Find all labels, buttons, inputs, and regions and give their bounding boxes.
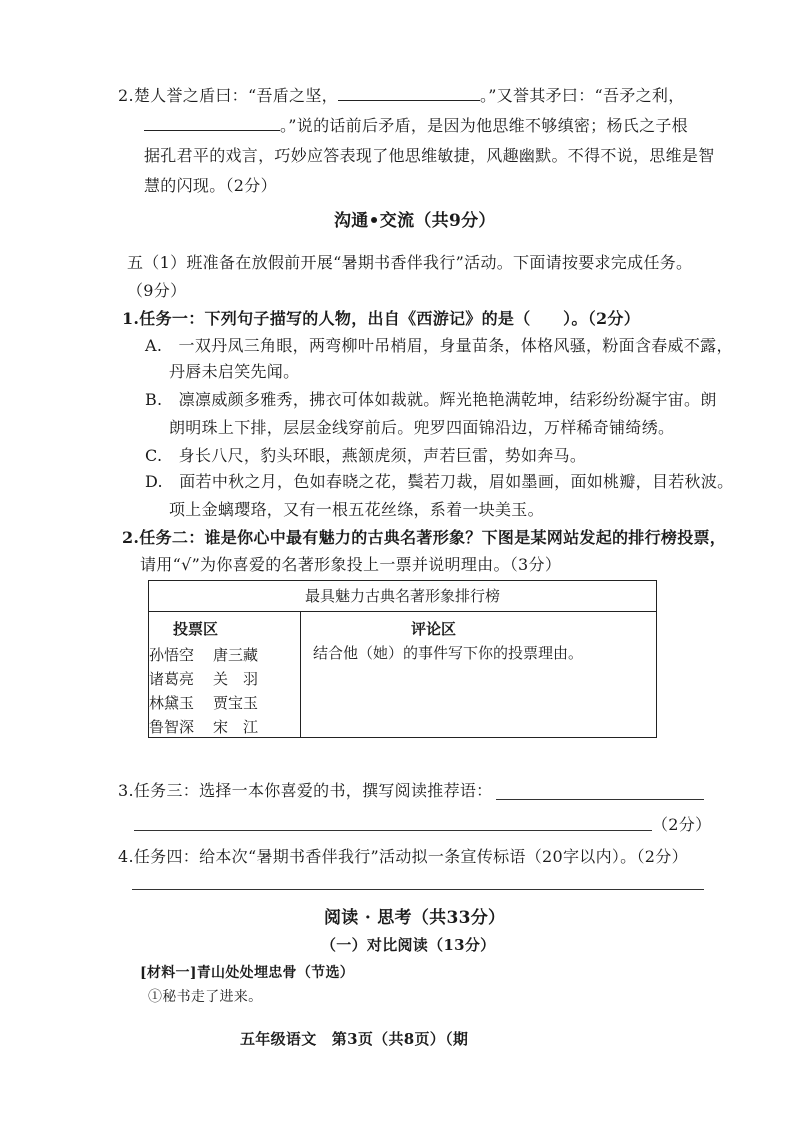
q2-line4: 慧的闪现。（2分） [144,176,277,195]
vote-row [149,644,258,665]
task1-option-b-line1[interactable]: B. 凛凛威颜多雅秀，拂衣可体如裁就。辉光艳艳满乾坤，结彩纷纷凝宇宙。朗 [145,390,717,409]
q2-line1 [118,86,685,106]
task3-answer-line-2[interactable] [134,830,652,831]
task2-line2: 请用“√”为你喜爱的名著形象投上一票并说明理由。（3分） [140,555,562,574]
vote-row [149,692,258,713]
vote-area [149,612,301,737]
comment-area[interactable] [301,612,656,737]
vote-area-header: 投票区 [173,620,219,638]
vote-candidate[interactable]: 宋 江 [213,718,259,736]
communicate-intro-line2: （9分） [127,281,187,300]
q2-line2-text: 。”说的话前后矛盾，是因为他思维不够缜密；杨氏之子根 [280,116,688,135]
q2-blank-2[interactable] [144,116,280,131]
comment-area-header: 评论区 [411,620,457,638]
q2-line1-end: 。”又誉其矛曰：“吾矛之利， [479,86,685,105]
task1-option-c[interactable]: C. 身长八尺，豹头环眼，燕颔虎须，声若巨雷，势如奔马。 [145,446,587,465]
q2-line1-start: 2.楚人誉之盾曰：“吾盾之坚， [118,86,338,105]
material-one-para1: ①秘书走了进来。 [148,989,263,1005]
task1-option-b-line2: 朗明珠上下排，层层金线穿前后。兜罗四面锦沿边，万样稀奇铺绮绣。 [169,418,675,437]
task4-line1: 4.任务四：给本次“暑期书香伴我行”活动拟一条宣传标语（20字以内）。（2分） [118,847,688,866]
vote-candidate[interactable]: 关 羽 [213,670,259,688]
vote-candidate[interactable]: 唐三藏 [213,646,259,664]
vote-candidate[interactable]: 诸葛亮 [149,670,195,688]
task3-score: （2分） [652,815,712,834]
task1-option-d-line1[interactable]: D. 面若中秋之月，色如春晓之花，鬓若刀裁，眉如墨画，面如桃瓣，目若秋波。 [145,472,734,491]
task1-option-a-line2: 丹唇未启笑先闻。 [169,362,300,381]
vote-row [149,716,258,737]
section-reading-title: 阅读 · 思考（共33分） [324,908,506,928]
task1-stem: 1.任务一：下列句子描写的人物，出自《西游记》的是（ ）。（2分） [122,309,641,328]
section-communicate-title: 沟通•交流（共9分） [334,211,496,231]
comment-hint: 结合他（她）的事件写下你的投票理由。 [313,644,584,662]
vote-candidate[interactable]: 贾宝玉 [213,694,259,712]
q2-blank-1[interactable] [338,86,480,101]
vote-candidate[interactable]: 林黛玉 [149,694,195,712]
ranking-table [148,580,657,738]
task3-answer-line-1[interactable] [496,799,704,800]
vote-candidate[interactable]: 鲁智深 [149,718,195,736]
page-footer: 五年级语文 第3页（共8页）（期 [240,1030,469,1048]
vote-candidate[interactable]: 孙悟空 [149,646,195,664]
q2-line2 [144,116,688,136]
vote-row [149,668,258,689]
task3-line1: 3.任务三：选择一本你喜爱的书，撰写阅读推荐语： [118,781,493,800]
ranking-table-title: 最具魅力古典名著形象排行榜 [149,581,656,612]
task1-option-d-line2: 项上金螭璎珞，又有一根五花丝绦，系着一块美玉。 [169,500,544,519]
q2-line3: 据孔君平的戏言，巧妙应答表现了他思维敏捷，风趣幽默。不得不说，思维是智 [144,146,715,165]
task4-answer-line[interactable] [132,889,704,890]
reading-sub-title: （一）对比阅读（13分） [321,936,496,954]
task2-line1: 2.任务二：谁是你心中最有魅力的古典名著形象？下图是某网站发起的排行榜投票， [122,528,727,547]
material-one-title: [材料一]青山处处埋忠骨（节选） [140,965,355,981]
communicate-intro-line1: 五（1）班准备在放假前开展“暑期书香伴我行”活动。下面请按要求完成任务。 [127,253,693,272]
task1-option-a-line1[interactable]: A. 一双丹凤三角眼，两弯柳叶吊梢眉，身量苗条，体格风骚，粉面含春威不露， [145,336,733,355]
